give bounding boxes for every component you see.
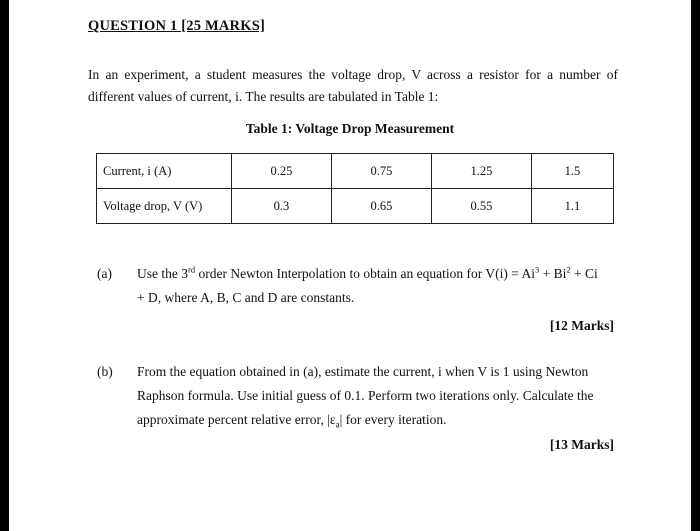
- part-a-marks: [12 Marks]: [549, 318, 614, 333]
- current-value: 1.5: [531, 154, 613, 189]
- part-a-text-start: Use the 3: [137, 266, 188, 281]
- part-a-text-b: + Bi: [539, 266, 567, 281]
- part-a-ordinal: rd: [188, 264, 196, 275]
- part-b-line-3-start: approximate percent relative error, |ε: [137, 412, 336, 427]
- voltage-header: Voltage drop, V (V): [97, 189, 232, 224]
- part-a-text: [137, 262, 617, 310]
- part-a-line-2: + D, where A, B, C and D are constants.: [137, 290, 355, 305]
- voltage-value: 0.65: [331, 189, 431, 224]
- right-dark-border: [691, 0, 700, 531]
- table-row-current: [97, 154, 614, 189]
- part-b-line-3-sub: a: [335, 419, 340, 430]
- table-row-voltage: [97, 189, 614, 224]
- part-b-line-2: Raphson formula. Use initial guess of 0.1. Perform two iterations only. Calculate the: [137, 388, 594, 403]
- part-a-exponent-2: 2: [566, 264, 571, 275]
- part-a-text-mid: order Newton Interpolation to obtain an equation for V(i) = Ai: [195, 266, 535, 281]
- part-b-line-3: [137, 408, 617, 437]
- part-a-text-end: + Ci: [570, 266, 598, 281]
- current-value: 0.75: [331, 154, 431, 189]
- part-a-exponent-3: 3: [535, 264, 540, 275]
- intro-line-2: different values of current, i. The results are tabulated in Table 1:: [88, 89, 439, 104]
- voltage-value: 1.1: [531, 189, 613, 224]
- intro-line-1: In an experiment, a student measures the voltage drop, V across a resistor for a number of: [88, 67, 618, 82]
- question-intro: [88, 64, 618, 108]
- measurement-table: [96, 153, 614, 224]
- question-heading: QUESTION 1 [25 MARKS]: [88, 18, 266, 34]
- current-header: Current, i (A): [97, 154, 232, 189]
- voltage-value: 0.3: [232, 189, 332, 224]
- part-b-label: (b): [97, 364, 113, 379]
- current-value: 1.25: [431, 154, 531, 189]
- part-a-label: (a): [97, 266, 112, 281]
- part-b-text: [137, 360, 617, 437]
- part-b-marks: [13 Marks]: [549, 437, 614, 452]
- part-a-line-1: [137, 262, 617, 286]
- table-caption: Table 1: Voltage Drop Measurement: [245, 121, 455, 136]
- current-value: 0.25: [232, 154, 332, 189]
- voltage-value: 0.55: [431, 189, 531, 224]
- left-dark-border: [0, 0, 9, 531]
- part-b-line-3-end: | for every iteration.: [339, 412, 447, 427]
- part-b-line-1: From the equation obtained in (a), estimate the current, i when V is 1 using Newton: [137, 364, 589, 379]
